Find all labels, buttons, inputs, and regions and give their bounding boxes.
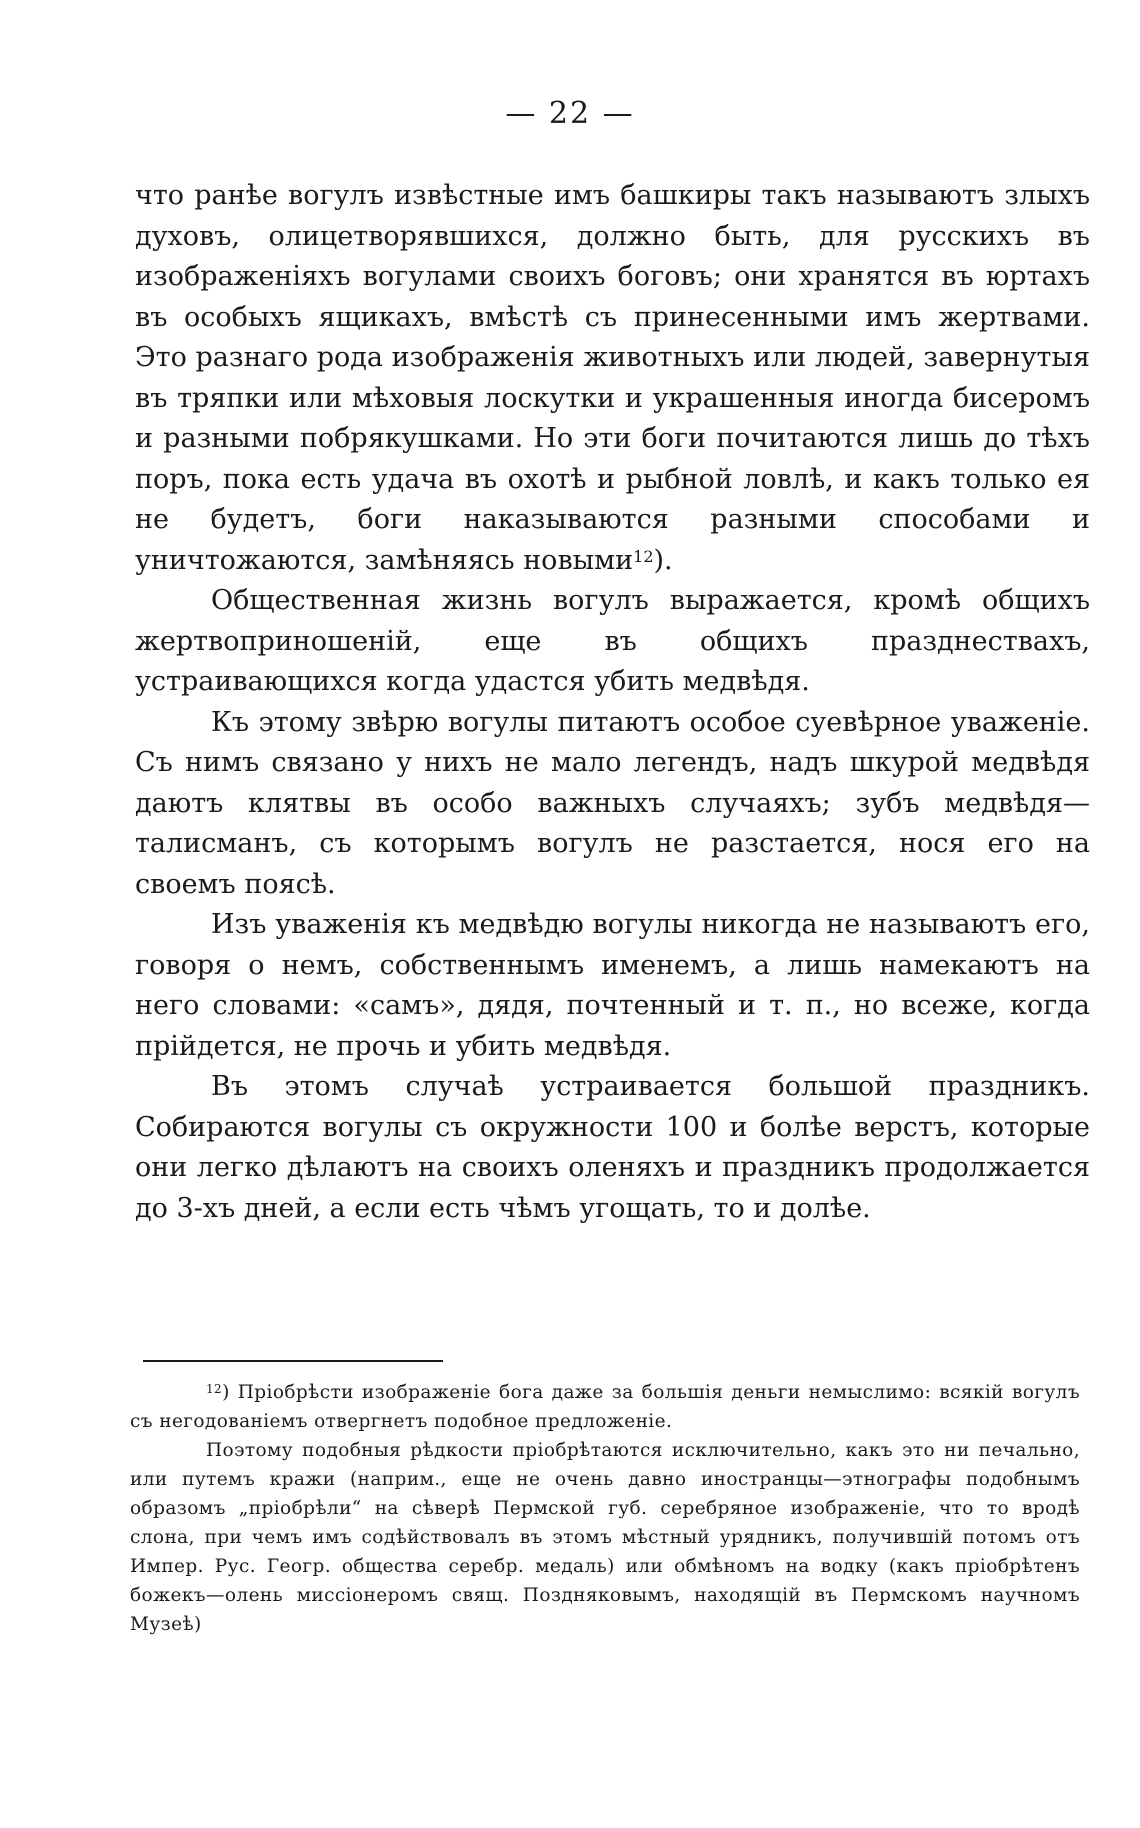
footnotes: [130, 1378, 1080, 1639]
paragraph-4: Изъ уваженія къ медвѣдю вогулы никогда не называютъ его, говоря о немъ, собственнымъ именемъ, а лишь намекаютъ на него словами: «самъ», дядя, почтенный и т. п., но всеже, когда прійдется, не прочь и убить медвѣдя.: [135, 909, 1090, 1062]
footnote-separator: [143, 1360, 443, 1362]
paragraph-1: [135, 176, 1090, 581]
footnote-2: Поэтому подобныя рѣдкости пріобрѣтаются исключительно, какъ это ни печально, или путемъ кражи (наприм., еще не очень давно иностранцы—этнографы подобнымъ образомъ „пріобрѣли“ на сѣверѣ Пермской губ. серебряное изображеніе, что то вродѣ слона, при чемъ имъ содѣйствовалъ въ этомъ мѣстный урядникъ, получившій потомъ отъ Импер. Рус. Геогр. общества серебр. медаль) или обмѣномъ на водку (какъ пріобрѣтенъ божекъ—олень миссіонеромъ свящ. Поздняковымъ, находящій въ Пермскомъ научномъ Музеѣ): [130, 1440, 1080, 1635]
paragraph-1-tail: ).: [653, 544, 673, 576]
footnote-1: [130, 1378, 1080, 1436]
footnote-1-text: ) Пріобрѣсти изображеніе бога даже за большія деньги немыслимо: всякій вогулъ съ негодованіемъ отвергнетъ подобное предложеніе.: [130, 1382, 1080, 1432]
main-text: [135, 176, 1090, 1229]
paragraph-5: Въ этомъ случаѣ устраивается большой праздникъ. Собираются вогулы съ окружности 100 и болѣе верстъ, которые они легко дѣлаютъ на своихъ оленяхъ и праздникъ продолжается до 3-хъ дней, а если есть чѣмъ угощать, то и долѣе.: [135, 1071, 1090, 1224]
footnote-mark: 12: [206, 1382, 223, 1396]
footnote-reference: 12: [633, 546, 654, 566]
page-number: — 22 —: [505, 96, 635, 131]
paragraph-1-text: что ранѣе вогулъ извѣстные имъ башкиры такъ называютъ злыхъ духовъ, олицетворявшихся, должно быть, для русскихъ въ изображеніяхъ вогулами своихъ боговъ; они хранятся въ юртахъ въ особыхъ ящикахъ, вмѣстѣ съ принесенными имъ жертвами. Это разнаго рода изображенія животныхъ или людей, завернутыя въ тряпки или мѣховыя лоскутки и украшенныя иногда бисеромъ и разными побрякушками. Но эти боги почитаются лишь до тѣхъ поръ, пока есть удача въ охотѣ и рыбной ловлѣ, и какъ только ея не будетъ, боги наказываются разными способами и уничтожаются, замѣняясь новыми: [135, 180, 1090, 576]
paragraph-2: Общественная жизнь вогулъ выражается, кромѣ общихъ жертвоприношеній, еще въ общихъ празднествахъ, устраивающихся когда удастся убить медвѣдя.: [135, 585, 1090, 697]
paragraph-3: Къ этому звѣрю вогулы питаютъ особое суевѣрное уваженіе. Съ нимъ связано у нихъ не мало легендъ, надъ шкурой медвѣдя даютъ клятвы въ особо важныхъ случаяхъ; зубъ медвѣдя—талисманъ, съ которымъ вогулъ не разстается, нося его на своемъ поясѣ.: [135, 706, 1090, 900]
